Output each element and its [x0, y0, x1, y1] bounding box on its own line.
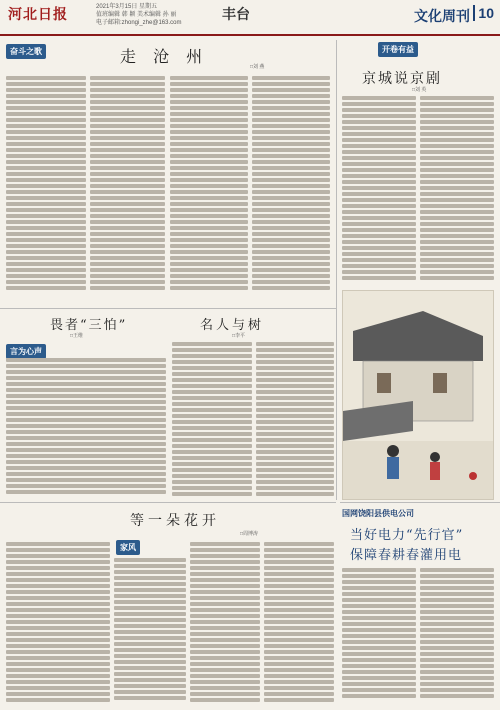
article1-col2 — [90, 74, 165, 304]
section-divider — [0, 308, 336, 309]
masthead-meta — [96, 3, 181, 27]
article1-title: 走 沧 州 — [120, 47, 209, 66]
ad-col1 — [342, 566, 416, 705]
article3-byline: □王维 — [70, 333, 84, 339]
article4-byline: □周博涛 — [240, 531, 259, 537]
article1-badge: 奋斗之歌 — [6, 44, 46, 59]
article3-col2 — [172, 340, 252, 496]
ad-headline-2: 保障春耕春灌用电 — [350, 548, 463, 563]
article4-col4 — [264, 540, 334, 705]
article4-badge: 家风 — [116, 540, 140, 555]
article1-col1 — [6, 74, 86, 304]
section-divider-2 — [0, 502, 336, 503]
article3-col3 — [256, 340, 334, 496]
ad-col2 — [420, 566, 494, 705]
meta-editors: 值班编辑 韩 颖 美术编辑 孙 丽 — [96, 12, 177, 18]
article3-title: 畏者“三怕” — [50, 318, 128, 333]
opera-illustration — [342, 290, 494, 500]
article3-badge: 言为心声 — [6, 344, 46, 359]
article1-col3 — [170, 74, 248, 304]
hutong-scene-image — [343, 291, 493, 499]
article4-col1 — [6, 540, 110, 705]
article3-col1 — [6, 356, 166, 496]
masthead — [0, 0, 500, 36]
article2-badge: 开卷有益 — [378, 42, 418, 57]
section-title: 文化周刊 — [414, 9, 470, 25]
page-number: 10 — [473, 5, 494, 21]
article2-title: 京城说京剧 — [362, 71, 442, 87]
meta-email: 电子邮箱:zhongi_zhe@163.com — [96, 20, 182, 26]
paper-logo: 河北日报 — [8, 7, 68, 23]
article3b-title: 名人与树 — [200, 318, 265, 333]
article2-col1 — [342, 94, 416, 284]
column-divider — [336, 40, 337, 500]
article2-col2 — [420, 94, 494, 284]
center-brand: 丰台 — [222, 7, 250, 23]
article4-col2 — [114, 556, 186, 705]
meta-date: 2021年3月15日 星期五 — [96, 4, 158, 10]
ad-org: 国网饶阳县供电公司 — [342, 509, 414, 518]
article4-title: 等一朵花开 — [130, 513, 220, 529]
article1-byline: □刘 燕 — [250, 64, 265, 70]
article2-byline: □刘 英 — [412, 87, 427, 93]
article4-col3 — [190, 540, 260, 705]
article3b-byline: □李平 — [232, 333, 246, 339]
section-divider-3 — [340, 502, 500, 503]
ad-headline-1: 当好电力“先行官” — [350, 528, 464, 543]
article1-col4 — [252, 74, 330, 304]
